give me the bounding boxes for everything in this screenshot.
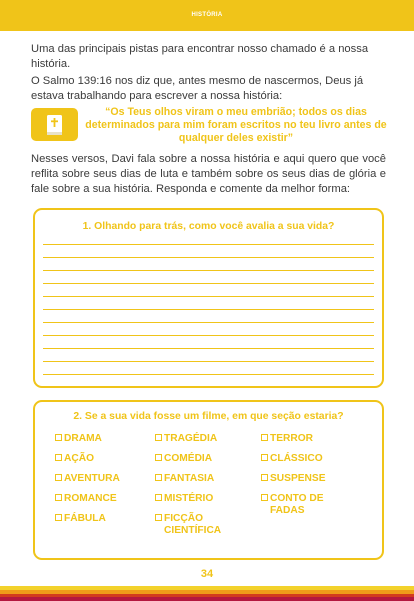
option-classico[interactable]: CLÁSSICO <box>261 453 323 465</box>
checkbox[interactable] <box>55 454 62 461</box>
bible-icon <box>46 114 63 136</box>
option-suspense[interactable]: SUSPENSE <box>261 473 325 485</box>
instruction-paragraph: Nesses versos, Davi fala sobre a nossa história e aqui quero que você reflita sobre seus dias de luta e também sobre os seus dias de glória e fale sobre a sua história. Responda e comente da melhor forma: <box>31 153 386 195</box>
option-aventura[interactable]: AVENTURA <box>55 473 120 485</box>
checkbox[interactable] <box>55 474 62 481</box>
checkbox[interactable] <box>155 514 162 521</box>
question-2-box <box>33 400 384 560</box>
bible-badge <box>31 108 78 141</box>
header-label: HISTÓRIA <box>191 12 223 18</box>
option-fantasia[interactable]: FANTASIA <box>155 473 214 485</box>
answer-line[interactable] <box>43 257 374 258</box>
option-romance[interactable]: ROMANCE <box>55 493 117 505</box>
option-conto-de-fadas[interactable]: CONTO DE FADAS <box>261 493 324 517</box>
option-comedia[interactable]: COMÉDIA <box>155 453 212 465</box>
option-fabula[interactable]: FÁBULA <box>55 513 106 525</box>
answer-line[interactable] <box>43 322 374 323</box>
answer-line[interactable] <box>43 309 374 310</box>
intro-paragraph-2: O Salmo 139:16 nos diz que, antes mesmo de nascermos, Deus já estava trabalhando para escrever a nossa história: <box>31 75 364 102</box>
answer-line[interactable] <box>43 283 374 284</box>
option-tragedia[interactable]: TRAGÉDIA <box>155 433 217 445</box>
question-1-title: 1. Olhando para trás, como você avalia a sua vida? <box>82 221 335 232</box>
answer-line[interactable] <box>43 361 374 362</box>
checkbox[interactable] <box>55 434 62 441</box>
answer-line[interactable] <box>43 244 374 245</box>
checkbox[interactable] <box>155 454 162 461</box>
intro-paragraph-1: Uma das principais pistas para encontrar nosso chamado é a nossa história. <box>31 43 369 70</box>
checkbox[interactable] <box>261 434 268 441</box>
question-2-title: 2. Se a sua vida fosse um filme, em que seção estaria? <box>73 411 344 422</box>
page-number: 34 <box>200 568 214 580</box>
checkbox[interactable] <box>155 494 162 501</box>
answer-line[interactable] <box>43 374 374 375</box>
checkbox[interactable] <box>55 514 62 521</box>
checkbox[interactable] <box>261 454 268 461</box>
question-1-box <box>33 208 384 388</box>
checkbox[interactable] <box>55 494 62 501</box>
option-misterio[interactable]: MISTÉRIO <box>155 493 213 505</box>
option-drama[interactable]: DRAMA <box>55 433 102 445</box>
answer-line[interactable] <box>43 296 374 297</box>
checkbox[interactable] <box>261 494 268 501</box>
psalm-quote: “Os Teus olhos viram o meu embrião; todos os dias determinados para mim foram escritos no teu livro antes de qualquer deles existir” <box>85 106 387 144</box>
answer-line[interactable] <box>43 335 374 336</box>
checkbox[interactable] <box>155 474 162 481</box>
header-bar <box>0 0 414 31</box>
checkbox[interactable] <box>261 474 268 481</box>
option-acao[interactable]: AÇÃO <box>55 453 94 465</box>
answer-line[interactable] <box>43 270 374 271</box>
answer-line[interactable] <box>43 348 374 349</box>
option-terror[interactable]: TERROR <box>261 433 313 445</box>
checkbox[interactable] <box>155 434 162 441</box>
option-ficcao-cientifica[interactable]: FICÇÃO CIENTÍFICA <box>155 513 221 537</box>
footer-stripe <box>0 586 414 601</box>
